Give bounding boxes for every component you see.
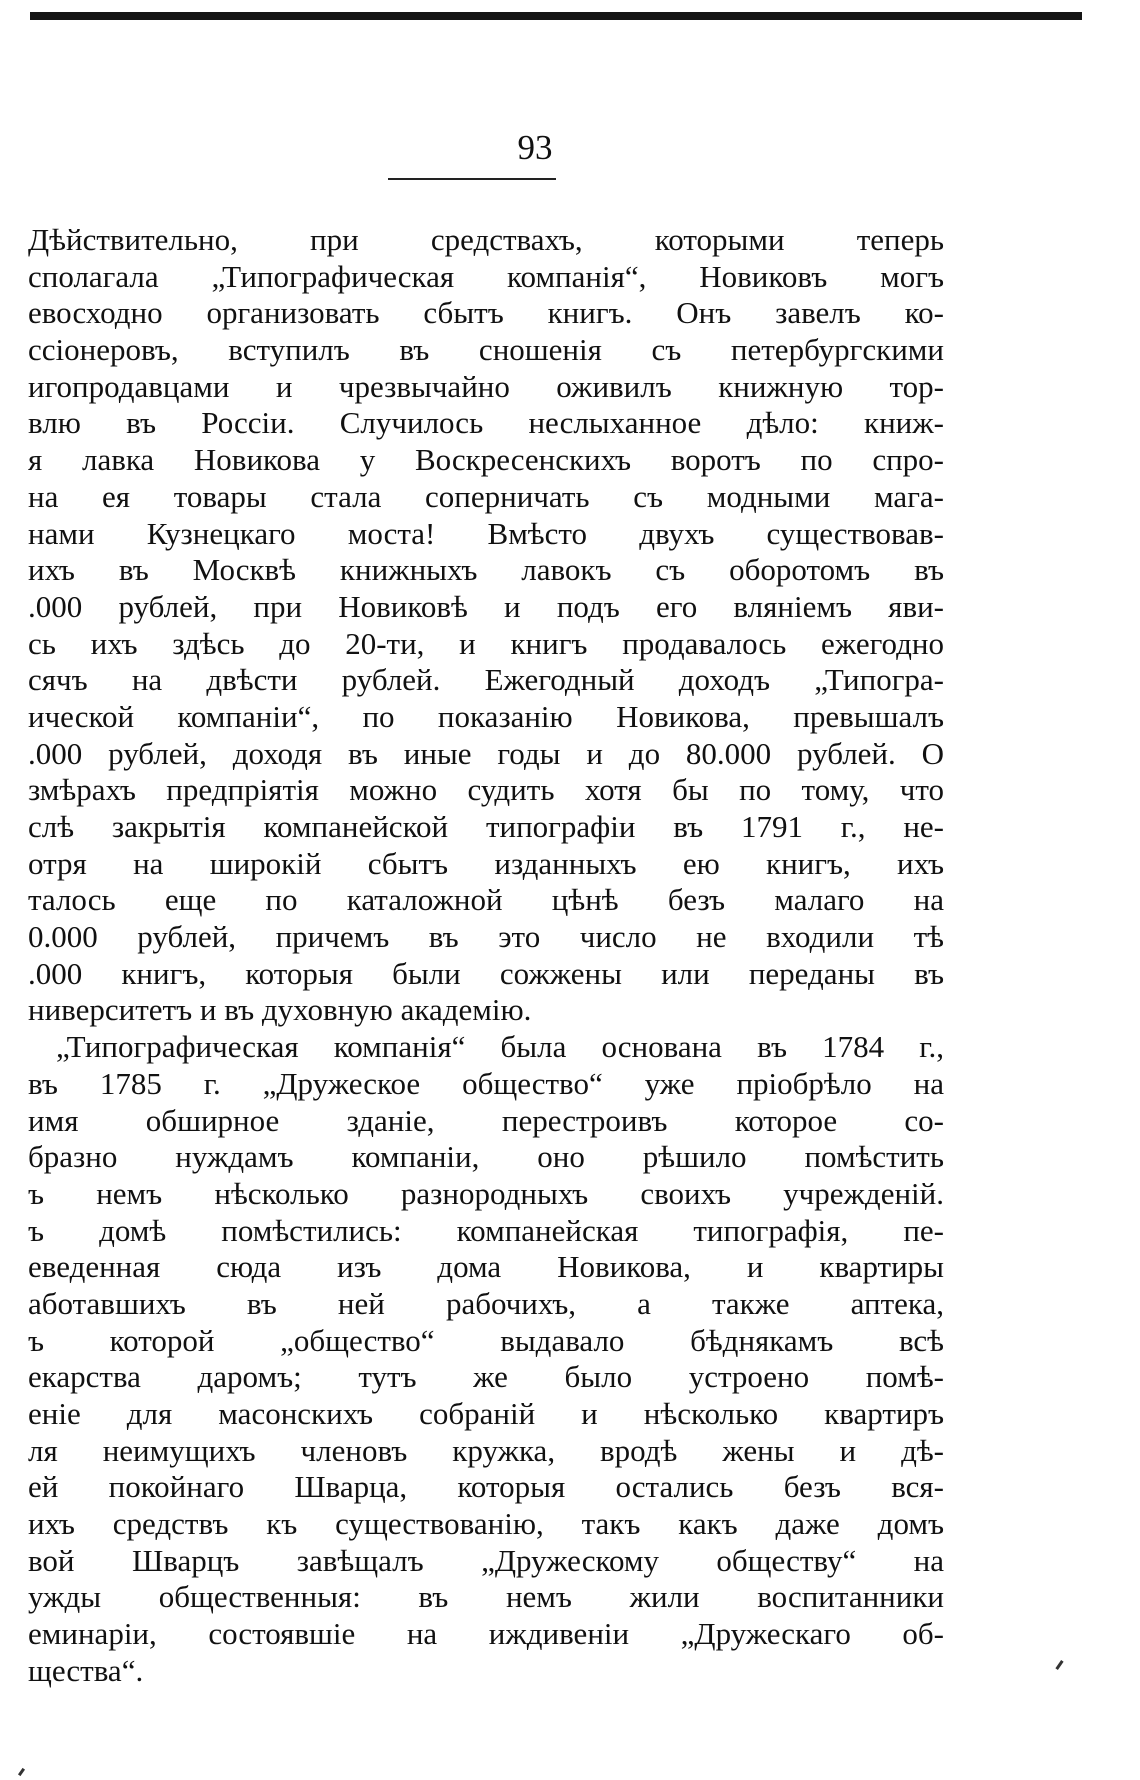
text-line: на ея товары стала соперничать съ модными мага- — [28, 478, 944, 514]
text-line: влю въ Россіи. Случилось неслыханное дѣло: книж- — [28, 405, 944, 441]
text-line: еминаріи, состоявшіе на иждивеніи „Дружескаго об- — [28, 1616, 944, 1652]
text-line: Дѣйствительно, при средствахъ, которыми теперь — [28, 222, 944, 257]
text-line: екарства даромъ; тутъ же было устроено помѣ- — [28, 1359, 944, 1395]
text-line: игопродавцами и чрезвычайно оживилъ книжную тор- — [28, 368, 944, 404]
text-line: еніе для масонскихъ собраній и нѣсколько квартиръ — [28, 1396, 944, 1431]
text-line: нами Кузнецкаго моста! Вмѣсто двухъ существовав- — [28, 515, 944, 551]
text-line: я лавка Новикова у Воскресенскихъ воротъ по спро- — [28, 442, 944, 478]
text-line: сячъ на двѣсти рублей. Ежегодный доходъ „Типогра- — [28, 662, 944, 698]
text-line: ссіонеровъ, вступилъ въ сношенія съ петербургскими — [28, 332, 944, 368]
text-line: „Типографическая компанія“ была основана въ 1784 г., — [56, 1029, 944, 1065]
text-line: ъ которой „общество“ выдавало бѣднякамъ всѣ — [28, 1322, 944, 1358]
text-line: ической компаніи“, по показанію Новикова, превышалъ — [28, 698, 944, 734]
text-line: слѣ закрытія компанейской типографіи въ 1791 г., не- — [28, 809, 944, 844]
paragraph-1 — [28, 222, 944, 1029]
text-line: въ 1785 г. „Дружеское общество“ уже пріобрѣло на — [28, 1065, 944, 1101]
text-line: аботавшихъ въ ней рабочихъ, а также аптека, — [28, 1285, 944, 1321]
text-line: ей покойнаго Шварца, которыя остались безъ вся- — [28, 1469, 944, 1505]
paragraph-2 — [28, 1029, 944, 1689]
text-line: ужды общественныя: въ немъ жили воспитанники — [28, 1579, 944, 1615]
text-line: бразно нуждамъ компаніи, оно рѣшило помѣстить — [28, 1139, 944, 1175]
text-line: еведенная сюда изъ дома Новикова, и квартиры — [28, 1249, 944, 1285]
text-line: ниверситетъ и въ духовную академію. — [28, 992, 532, 1028]
scan-speck — [18, 1768, 25, 1776]
text-line: сь ихъ здѣсь до 20-ти, и книгъ продавалось ежегодно — [28, 625, 944, 661]
text-line: ъ домѣ помѣстились: компанейская типографія, пе- — [28, 1212, 944, 1248]
text-line: .000 рублей, при Новиковѣ и подъ его вляніемъ яви- — [28, 588, 944, 624]
text-line: щества“. — [28, 1652, 144, 1688]
page-number: 93 — [517, 128, 553, 167]
text-line: сполагала „Типографическая компанія“, Новиковъ могъ — [28, 258, 944, 294]
text-line: .000 рублей, доходя въ иные годы и до 80.000 рублей. О — [28, 735, 944, 771]
text-line: ъ немъ нѣсколько разнородныхъ своихъ учрежденій. — [28, 1175, 944, 1211]
text-line: .000 книгъ, которыя были сожжены или переданы въ — [28, 955, 944, 991]
top-border-rule — [30, 12, 1082, 20]
body-text — [28, 222, 944, 1690]
text-line: имя обширное зданіе, перестроивъ которое со- — [28, 1102, 944, 1138]
page-number-underline — [388, 178, 556, 180]
text-line: отря на широкій сбытъ изданныхъ ею книгъ, ихъ — [28, 845, 944, 881]
scan-speck — [1055, 1660, 1063, 1670]
text-line: талось еще по каталожной цѣнѣ безъ малаго на — [28, 882, 944, 918]
text-line: змѣрахъ предпріятія можно судить хотя бы по тому, что — [28, 772, 944, 808]
text-line: ихъ въ Москвѣ книжныхъ лавокъ съ оборотомъ въ — [28, 552, 944, 588]
text-line: ихъ средствъ къ существованію, такъ какъ даже домъ — [28, 1506, 944, 1542]
text-line: вой Шварцъ завѣщалъ „Дружескому обществу“ на — [28, 1542, 944, 1578]
text-line: евосходно организовать сбытъ книгъ. Онъ завелъ ко- — [28, 295, 944, 331]
text-line: 0.000 рублей, причемъ въ это число не входили тѣ — [28, 919, 944, 955]
text-line: ля неимущихъ членовъ кружка, вродѣ жены и дѣ- — [28, 1432, 944, 1468]
